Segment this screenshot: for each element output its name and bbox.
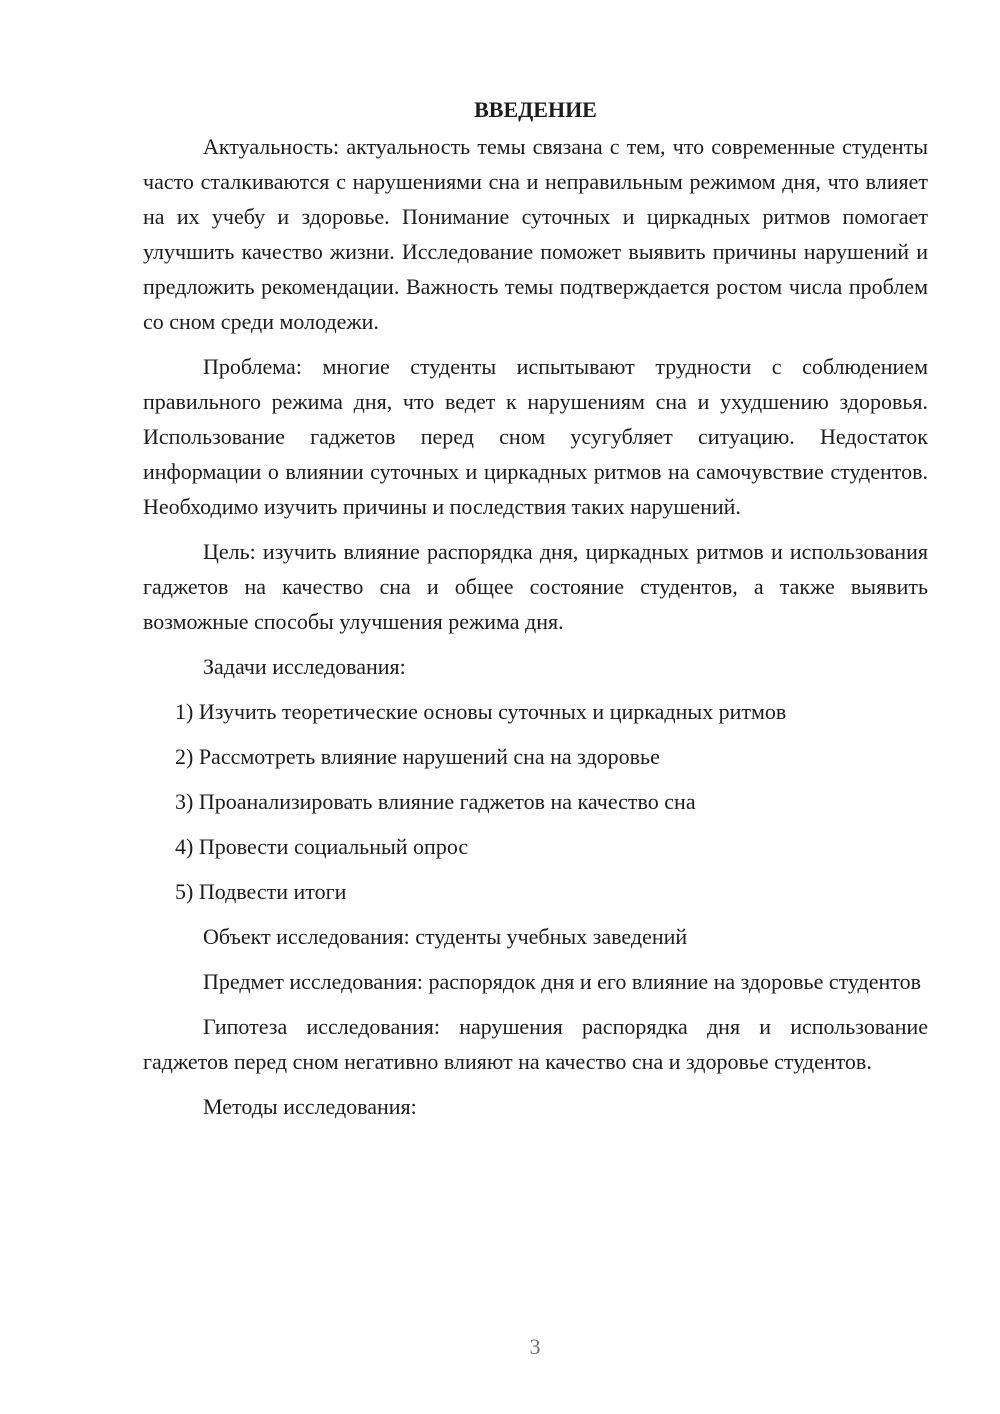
page-number: 3 <box>529 1334 541 1359</box>
section-heading: ВВЕДЕНИЕ <box>474 97 597 122</box>
document-page <box>143 92 928 1134</box>
tasks-title: Задачи исследования: <box>203 654 406 679</box>
methods-title: Методы исследования: <box>203 1094 417 1119</box>
task-item: 1) Изучить теоретические основы суточных и циркадных ритмов <box>175 699 787 724</box>
goal-paragraph: Цель: изучить влияние распорядка дня, циркадных ритмов и использования гаджетов на качество сна и общее состояние студентов, а также выявить возможные способы улучшения режима дня. <box>143 539 928 634</box>
task-item: 3) Проанализировать влияние гаджетов на качество сна <box>175 789 696 814</box>
task-item: 5) Подвести итоги <box>175 879 347 904</box>
object-paragraph: Объект исследования: студенты учебных заведений <box>203 924 688 949</box>
problem-paragraph: Проблема: многие студенты испытывают трудности с соблюдением правильного режима дня, что ведет к нарушениям сна и ухудшению здоровья. Использование гаджетов перед сном усугубляет ситуацию. Недостаток информации о влиянии суточных и циркадных ритмов на самочувствие студентов. Необходимо изучить причины и последствия таких нарушений. <box>143 354 928 519</box>
subject-paragraph: Предмет исследования: распорядок дня и его влияние на здоровье студентов <box>203 969 921 994</box>
task-item: 2) Рассмотреть влияние нарушений сна на здоровье <box>175 744 660 769</box>
hypothesis-paragraph: Гипотеза исследования: нарушения распорядка дня и использование гаджетов перед сном негативно влияют на качество сна и здоровье студентов. <box>143 1014 928 1074</box>
task-item: 4) Провести социальный опрос <box>175 834 469 859</box>
relevance-paragraph: Актуальность: актуальность темы связана с тем, что современные студенты часто сталкиваются с нарушениями сна и неправильным режимом дня, что влияет на их учебу и здоровье. Понимание суточных и циркадных ритмов помогает улучшить качество жизни. Исследование поможет выявить причины нарушений и предложить рекомендации. Важность темы подтверждается ростом числа проблем со сном среди молодежи. <box>143 134 928 334</box>
